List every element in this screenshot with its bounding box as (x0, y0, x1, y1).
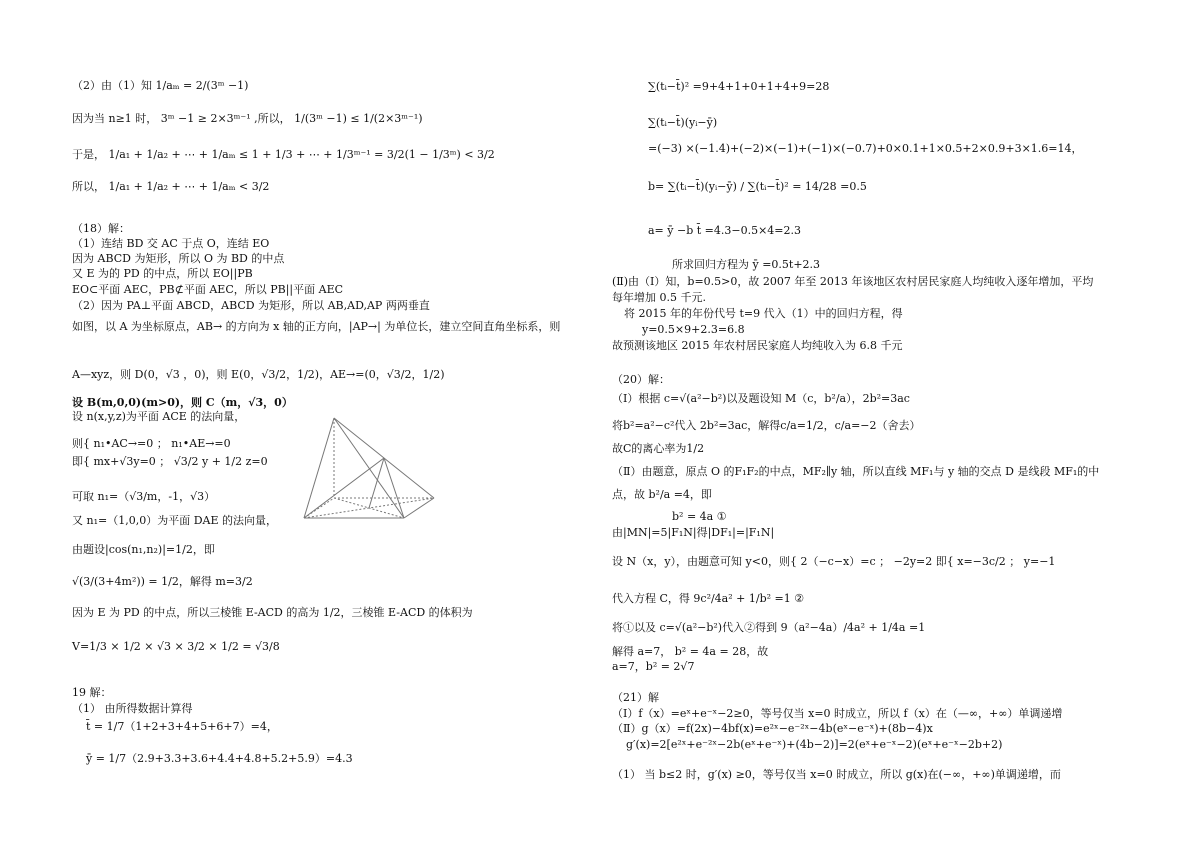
q19-line1: （1） 由所得数据计算得 (72, 702, 193, 715)
q21-line3: g′(x)=2[e²ˣ+e⁻²ˣ−2b(eˣ+e⁻ˣ)+(4b−2)]=2(eˣ+e⁻ˣ−2)(eˣ+e⁻ˣ−2b+2) (626, 738, 1003, 751)
p2-intro-eq: 1/aₘ = 2/(3ᵐ −1) (155, 79, 249, 92)
q21-line1: （Ⅰ）f（x）=eˣ+e⁻ˣ−2≥0，等号仅当 x=0 时成立，所以 f（x）在（—∞，+∞）单调递增 (612, 707, 1063, 720)
q20-line6: b² = 4a ① (672, 510, 727, 523)
q19-line3: ȳ = 1/7（2.9+3.3+3.6+4.4+4.8+5.2+5.9）=4.3 (86, 752, 353, 765)
q20-line2: 将b²=a²−c²代入 2b²=3ac，解得c/a=1/2，c/a=−2（舍去） (612, 419, 921, 432)
q20-line1: （Ⅰ）根据 c=√(a²−b²)以及题设知 M（c，b²/a），2b²=3ac (612, 392, 910, 405)
q18-title: （18）解： (72, 222, 130, 235)
p2-line2 (72, 112, 423, 126)
p2-line3b: 1/a₁ + 1/a₂ + ⋯ + 1/aₘ ≤ 1 + 1/3 + ⋯ + 1/3ᵐ⁻¹ = 3/2(1 − 1/3ᵐ) < 3/2 (108, 148, 495, 161)
r-line5: a= ȳ −b t̄ =4.3−0.5×4=2.3 (648, 224, 802, 237)
q19-title: 19 解： (72, 686, 112, 699)
r-line4: b= ∑(tᵢ−t̄)(yᵢ−ȳ) / ∑(tᵢ−t̄)² = 14/28 =0.5 (648, 180, 867, 193)
r-line10: y=0.5×9+2.3=6.8 (642, 323, 745, 336)
q20-line5: 点，故 b²/a =4，即 (612, 488, 712, 501)
q18-line10b: 即{ mx+√3y=0 ； √3/2 y + 1/2 z=0 (72, 455, 268, 468)
p2-intro (72, 79, 248, 93)
q20-line8: 设 N（x，y），由题意可知 y<0，则{ 2（−c−x）=c ； −2y=2 即{ x=−3c/2 ； y=−1 (612, 555, 1056, 568)
r-line3: =(−3) ×(−1.4)+(−2)×(−1)+(−1)×(−0.7)+0×0.1+1×0.5+2×0.9+3×1.6=14， (648, 142, 1083, 155)
q18-line8: 设 B(m,0,0)(m>0)，则 C（m，√3，0） (72, 396, 293, 409)
q18-line6: 如图，以 A 为坐标原点，AB→ 的方向为 x 轴的正方向，|AP→| 为单位长，建立空间直角坐标系，则 (72, 320, 561, 333)
q18-line5: （2）因为 PA⊥平面 ABCD，ABCD 为矩形，所以 AB,AD,AP 两两垂直 (72, 299, 430, 312)
p2-line2b: 3ᵐ −1 ≥ 2×3ᵐ⁻¹ (160, 112, 251, 125)
q20-line12: a=7，b² = 2√7 (612, 660, 695, 673)
q20-line11: 解得 a=7， b² = 4a = 28，故 (612, 645, 769, 658)
q20-line3: 故C的离心率为1/2 (612, 442, 705, 455)
q19-line2: t̄ = 1/7（1+2+3+4+5+6+7）=4， (86, 720, 278, 733)
p2-line2c: ,所以， (254, 112, 291, 125)
q18-line12: 又 n₁=（1,0,0）为平面 DAE 的法向量， (72, 514, 277, 527)
q20-line7: 由|MN|=5|F₁N|得|DF₁|=|F₁N| (612, 526, 775, 539)
p2-line3a: 于是， (72, 148, 105, 161)
p2-line4 (72, 180, 269, 194)
q21-line2: （Ⅱ）g（x）=f(2x)−4bf(x)=e²ˣ−e⁻²ˣ−4b(eˣ−e⁻ˣ)+(8b−4)x (612, 722, 933, 735)
q18-line13: 由题设|cos(n₁,n₂)|=1/2，即 (72, 543, 215, 556)
pyramid-figure (294, 408, 494, 533)
q18-line14: √(3/(3+4m²)) = 1/2，解得 m=3/2 (72, 575, 253, 588)
p2-line2a: 因为当 n≥1 时， (72, 112, 158, 125)
q18-line15: 因为 E 为 PD 的中点，所以三棱锥 E-ACD 的高为 1/2，三棱锥 E-ACD 的体积为 (72, 606, 473, 619)
p2-line2d: 1/(3ᵐ −1) ≤ 1/(2×3ᵐ⁻¹) (294, 112, 423, 125)
q18-line9: 设 n(x,y,z)为平面 ACE 的法向量， (72, 410, 246, 423)
p2-intro-text: （2）由（1）知 (72, 79, 152, 92)
q18-line7: A—xyz，则 D(0，√3 ，0)，则 E(0，√3/2，1/2)，AE→=(0，√3/2，1/2) (72, 368, 445, 381)
q18-line3: 又 E 为的 PD 的中点，所以 EO||PB (72, 267, 253, 280)
q18-line1: （1）连结 BD 交 AC 于点 O，连结 EO (72, 237, 270, 250)
r-line8: 每年增加 0.5 千元. (612, 291, 706, 304)
r-line9: 将 2015 年的年份代号 t=9 代入（1）中的回归方程，得 (624, 307, 903, 320)
q18-line2: 因为 ABCD 为矩形，所以 O 为 BD 的中点 (72, 252, 285, 265)
q21-line4: （1） 当 b≤2 时，g′(x) ≥0，等号仅当 x=0 时成立，所以 g(x)在(−∞，+∞)单调递增，而 (612, 768, 1061, 781)
r-line6: 所求回归方程为 ȳ =0.5t+2.3 (672, 258, 821, 271)
p2-line4b: 1/a₁ + 1/a₂ + ⋯ + 1/aₘ < 3/2 (108, 180, 270, 193)
r-line7: (Ⅱ)由（Ⅰ）知，b=0.5>0，故 2007 年至 2013 年该地区农村居民家庭人均纯收入逐年增加，平均 (612, 275, 1094, 288)
q18-line10a: 则{ n₁•AC→=0 ； n₁•AE→=0 (72, 437, 231, 450)
r-line11: 故预测该地区 2015 年农村居民家庭人均纯收入为 6.8 千元 (612, 339, 903, 352)
q21-title: （21）解 (612, 691, 659, 704)
q20-title: （20）解： (612, 373, 670, 386)
q20-line9: 代入方程 C，得 9c²/4a² + 1/b² =1 ② (612, 592, 805, 605)
q20-line10: 将①以及 c=√(a²−b²)代入②得到 9（a²−4a）/4a² + 1/4a =1 (612, 621, 926, 634)
q20-line4: （Ⅱ）由题意，原点 O 的F₁F₂的中点，MF₂∥y 轴，所以直线 MF₁与 y 轴的交点 D 是线段 MF₁的中 (612, 465, 1100, 478)
r-line2: ∑(tᵢ−t̄)(yᵢ−ȳ) (648, 116, 718, 129)
q18-line16: V=1/3 × 1/2 × √3 × 3/2 × 1/2 = √3/8 (72, 640, 280, 653)
p2-line3 (72, 148, 495, 162)
p2-line4a: 所以， (72, 180, 105, 193)
q18-line4: EO⊂平面 AEC，PB⊄平面 AEC，所以 PB||平面 AEC (72, 283, 344, 296)
q18-line11: 可取 n₁=（√3/m，-1，√3） (72, 490, 216, 503)
r-line1: ∑(tᵢ−t̄)² =9+4+1+0+1+4+9=28 (648, 80, 830, 93)
